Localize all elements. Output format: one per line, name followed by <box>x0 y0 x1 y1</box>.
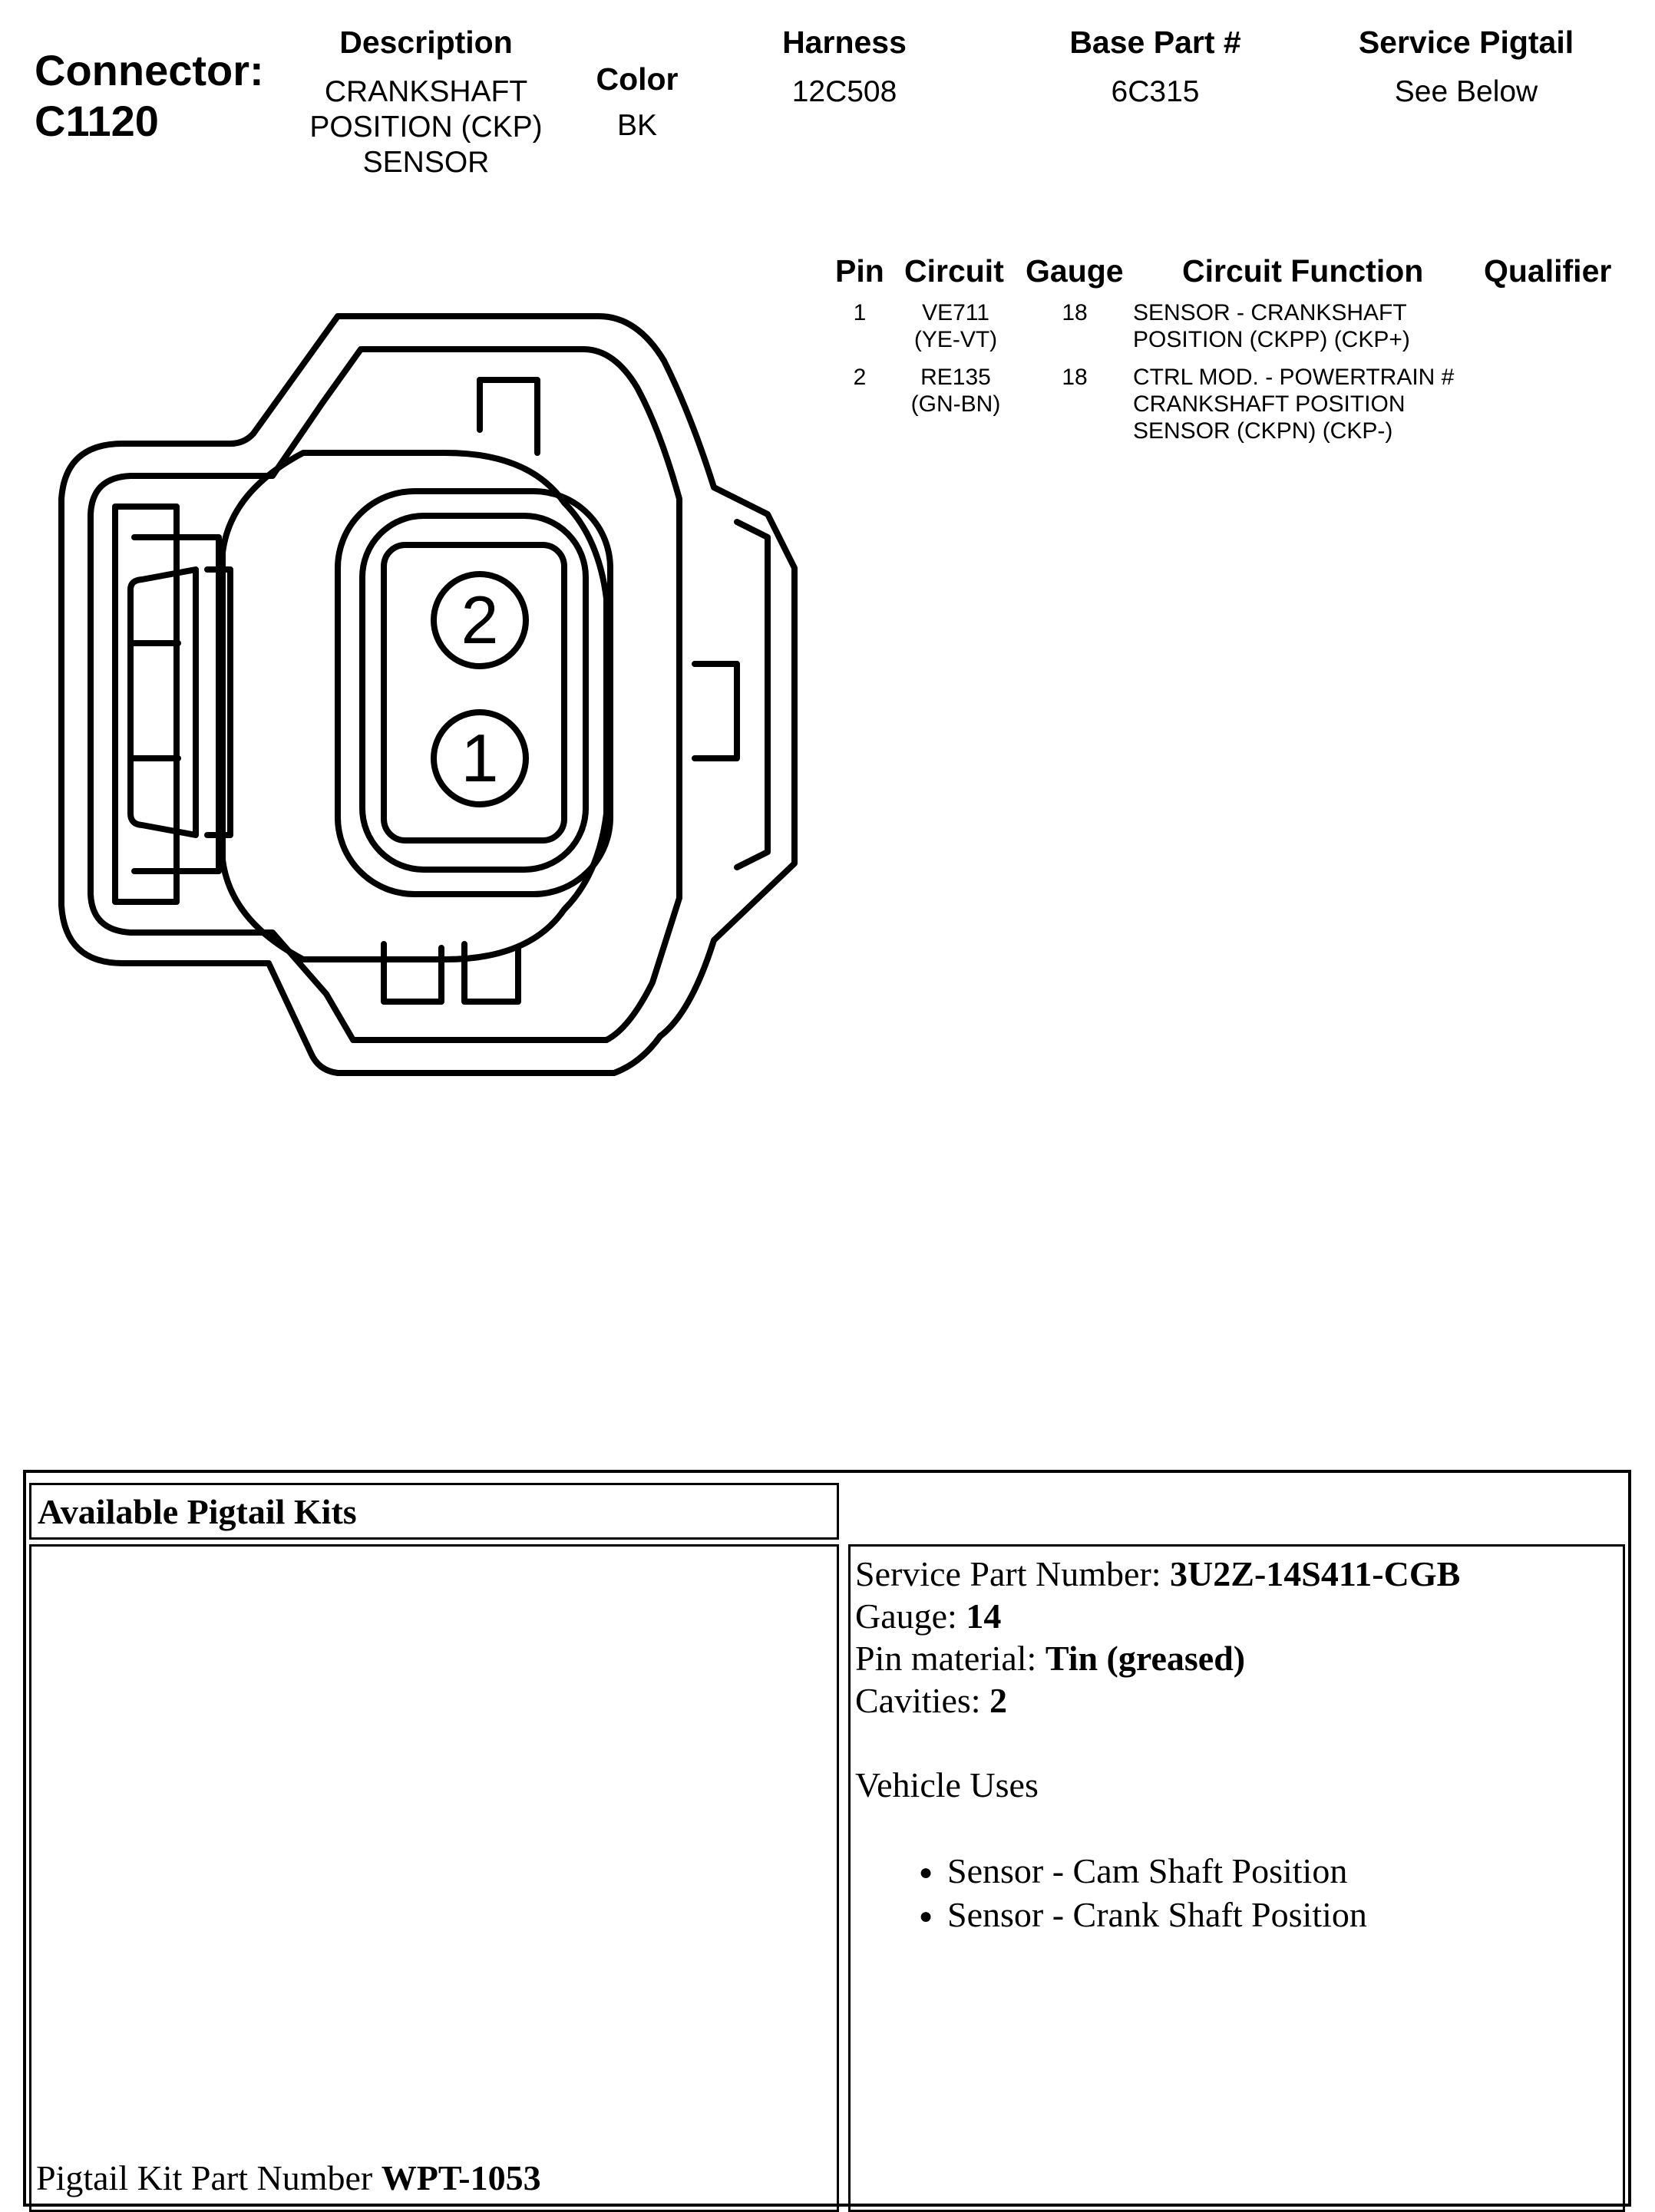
circuit-function <box>1133 364 1454 444</box>
pin-material-value: Tin (greased) <box>1045 1639 1246 1678</box>
pin-material-row <box>855 1637 1245 1679</box>
service-pigtail-column <box>1328 25 1604 110</box>
color-label: Color <box>596 61 679 97</box>
color-column <box>560 61 714 144</box>
bullet-icon: ● <box>918 1860 933 1885</box>
vehicle-uses-heading: Vehicle Uses <box>855 1765 1039 1804</box>
pin-2-label: 2 <box>461 582 499 658</box>
base-part-value: 6C315 <box>1111 75 1200 108</box>
circuit-function-line: CTRL MOD. - POWERTRAIN # <box>1133 365 1455 390</box>
service-part-row <box>855 1553 1460 1595</box>
receptacle-body <box>223 453 606 959</box>
circuit-function-line: SENSOR (CKPN) (CKP-) <box>1133 418 1393 444</box>
receptacle-bottom-key <box>384 944 441 1002</box>
pin-number: 1 <box>853 300 867 325</box>
gauge-label: Gauge: <box>855 1596 966 1636</box>
qualifier-header: Qualifier <box>1484 253 1612 289</box>
pin-1-label: 1 <box>461 720 499 796</box>
cavities-row <box>855 1679 1007 1722</box>
cavity-frame-middle <box>362 516 586 870</box>
gauge-header: Gauge <box>1026 253 1124 289</box>
description-line-1: CRANKSHAFT <box>324 75 528 108</box>
circuit-function-line: CRANKSHAFT POSITION <box>1133 391 1406 417</box>
pigtail-kit-number: WPT-1053 <box>381 2158 541 2197</box>
circuit-header: Circuit <box>904 253 1004 289</box>
base-part-column <box>1036 25 1274 110</box>
cavity-frame-outer <box>338 491 610 894</box>
circuit-id <box>890 299 1021 353</box>
base-part-label: Base Part # <box>1069 25 1241 60</box>
circuit-function-line: POSITION (CKPP) (CKP+) <box>1133 327 1410 352</box>
pin-number: 2 <box>853 365 867 390</box>
cavities-value: 2 <box>989 1681 1008 1720</box>
circuit-id <box>890 364 1021 418</box>
pin-material-label: Pin material: <box>855 1639 1046 1678</box>
circuit-function-header: Circuit Function <box>1182 253 1424 289</box>
harness-label: Harness <box>782 25 907 60</box>
gauge-value: 14 <box>966 1596 1002 1636</box>
pigtail-kit-cell <box>29 1544 839 2212</box>
connector-id: C1120 <box>35 97 159 145</box>
side-flange <box>737 522 768 867</box>
harness-column <box>737 25 952 110</box>
color-value: BK <box>616 109 658 142</box>
latch-arm <box>130 570 196 835</box>
circuit-color: (YE-VT) <box>913 327 998 352</box>
wire-gauge: 18 <box>1062 365 1088 390</box>
pigtail-kit-part <box>36 2157 541 2199</box>
description-line-3: SENSOR <box>362 146 490 179</box>
service-part-number: 3U2Z-14S411-CGB <box>1170 1554 1461 1593</box>
pigtail-title: Available Pigtail Kits <box>38 1492 357 1531</box>
circuit-code: RE135 <box>920 365 991 390</box>
description-label: Description <box>339 25 513 60</box>
connector-face-diagram <box>42 295 814 1086</box>
cavities-label: Cavities: <box>855 1681 990 1720</box>
gauge-row <box>855 1595 1001 1637</box>
connector-label: Connector: <box>35 46 264 94</box>
service-part-label: Service Part Number: <box>855 1554 1171 1593</box>
vehicle-uses-list <box>904 1850 1367 1937</box>
circuit-function <box>1133 299 1410 353</box>
circuit-color: (GN-BN) <box>910 391 1001 417</box>
list-item <box>904 1893 1367 1937</box>
latch-outer <box>115 507 177 902</box>
vehicle-use: Sensor - Crank Shaft Position <box>947 1895 1367 1934</box>
service-pigtail-value: See Below <box>1394 75 1538 108</box>
bullet-icon: ● <box>918 1903 933 1929</box>
vehicle-use: Sensor - Cam Shaft Position <box>947 1851 1348 1890</box>
pigtail-kit-label: Pigtail Kit Part Number <box>36 2158 382 2197</box>
pigtail-details-cell <box>848 1544 1625 2212</box>
description-column <box>292 25 560 180</box>
list-item <box>904 1850 1367 1893</box>
side-tab <box>695 664 737 758</box>
wire-gauge: 18 <box>1062 300 1088 325</box>
harness-value: 12C508 <box>791 75 897 108</box>
circuit-function-line: SENSOR - CRANKSHAFT <box>1133 300 1407 325</box>
pin-header: Pin <box>835 253 884 289</box>
circuit-code: VE711 <box>922 300 989 325</box>
pigtail-title-cell <box>29 1483 839 1540</box>
receptacle-top-key <box>480 380 537 453</box>
description-line-2: POSITION (CKP) <box>309 111 543 144</box>
service-pigtail-label: Service Pigtail <box>1358 25 1574 60</box>
